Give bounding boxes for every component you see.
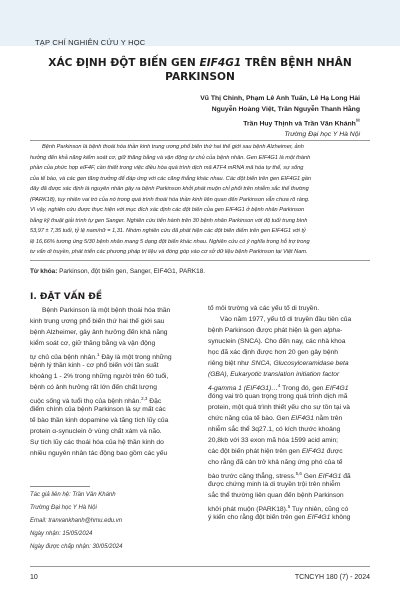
footnote-accepted: Ngày được chấp nhận: 30/05/2024 bbox=[30, 544, 123, 550]
citation: 1 bbox=[96, 352, 100, 357]
body-line: kiểm soát cơ, giữ thăng bằng và vận động bbox=[30, 340, 156, 347]
citation: 2,3 bbox=[141, 396, 148, 401]
citation: 5,6 bbox=[295, 471, 302, 476]
footnote-email: Email: tranvankhanh@hmu.edu.vn bbox=[30, 518, 123, 524]
author-affiliation: Trường Đại học Y Hà Nội bbox=[284, 131, 360, 139]
body-line: bệnh lý thần kinh - cơ phổ biến với tần suất bbox=[30, 362, 159, 369]
body-line: đóng vai trò quan trọng trong quá trình dịch mã bbox=[208, 393, 348, 400]
body-line: tự chủ của bệnh nhân.$^1$ Đây là một trong những bbox=[30, 352, 172, 362]
body-line: chức năng của tế bào. Gen EIF4G1 nằm trên bbox=[208, 415, 343, 422]
body-line: riêng biệt như SNCA, Glucosylceramidase beta bbox=[208, 360, 349, 367]
body-line: điểm chính của bệnh Parkinson là sự mất các bbox=[30, 406, 166, 413]
abstract-line: (PARK18), tuy nhiên vai trò của nó trong quá trình thoái hóa thần kinh liên quan đến Parkinson vẫn chưa rõ ràng. bbox=[30, 196, 310, 203]
body-line: kinh trung ương phổ biến thứ hai thế giới sau bbox=[30, 318, 165, 325]
body-line: 20,8kb với 33 exon mã hóa 1599 acid amin; bbox=[208, 437, 339, 444]
article-title bbox=[40, 56, 360, 84]
abstract-line: tư vấn di truyền, phát triển các phương pháp trị liệu và đóng góp vào cơ sở dữ liệu bệnh Parkinson tại Việt Nam. bbox=[30, 249, 308, 255]
abstract-line: Bệnh Parkinson là bệnh thoái hóa thần kinh trung ương phổ biến thứ hai thế giới sau bệnh Alzheimer, ảnh bbox=[42, 144, 304, 150]
body-line: Vào năm 1977, yếu tố di truyền đầu tiên của bbox=[220, 316, 352, 323]
body-line: cho rằng đã cản trở khả năng ứng phó của tế bbox=[208, 459, 343, 466]
body-line: synuclein (SNCA). Cho đến nay, các nhà khoa bbox=[208, 338, 346, 345]
footer-divider bbox=[30, 566, 370, 567]
body-line: được chứng minh là di truyền trội trên nhiễm bbox=[208, 481, 341, 488]
body-line: Bệnh Parkinson là một bệnh thoái hóa thần bbox=[42, 307, 171, 314]
body-line: tố môi trường và các yếu tố di truyền. bbox=[208, 305, 320, 312]
body-line: cuộc sống và tuổi thọ của bệnh nhân.$^{2,3}$ Đặc bbox=[30, 396, 162, 406]
journal-issue: TCNCYH 180 (7) - 2024 bbox=[294, 574, 370, 581]
author-line-1: Vũ Thị Chinh, Phạm Lê Anh Tuấn, Lê Hạ Long Hải bbox=[200, 95, 360, 102]
footnote-affiliation: Trường Đại học Y Hà Nội bbox=[30, 505, 97, 511]
abstract-line: lệ 16,66% tương ứng 5/30 bệnh nhân mang 5 dạng đột biến khác nhau. Nghiên cứu có ý nghĩa trong hỗ trợ trong bbox=[30, 238, 310, 245]
abstract-line: hưởng đến khả năng kiểm soát cơ, giữ thăng bằng và vận động tự chủ của bệnh nhân. Gen EIF4G1 là một thành bbox=[30, 154, 311, 161]
author-line-3: Trần Huy Thịnh và Trần Vân Khánh✉ bbox=[243, 117, 360, 128]
abstract-line: bằng kỹ thuật giải trình tự gen Sanger. Nghiên cứu tiến hành trên 30 bệnh nhân Parkinson với độ tuổi trung bình bbox=[30, 217, 308, 224]
corresponding-author-mark: ✉ bbox=[355, 117, 360, 124]
body-line: sắc thể thường liên quan đến bệnh Parkinson bbox=[208, 492, 344, 499]
keywords-label: Từ khóa: bbox=[30, 268, 58, 275]
author-line-2: Nguyễn Hoàng Việt, Trần Nguyễn Thanh Hằng bbox=[211, 106, 360, 114]
body-line: 4-gamma 1 (EIF4G1)…$^4$ Trong đó, gen EIF4G1 bbox=[208, 383, 349, 393]
page-number: 10 bbox=[30, 574, 38, 581]
body-line: (GBA), Eukaryotic translation initiation factor bbox=[208, 371, 340, 378]
abstract-line: phần của phức hợp eIF4F, cần thiết trong việc điều hòa quá trình dịch mã ATF4 mRNA mã hóa tự thể, sự sống bbox=[30, 165, 304, 171]
body-line: Sự tích lũy các thoái hóa của hệ thần kinh do bbox=[30, 439, 164, 446]
body-line: các đột biến phát hiện trên gen EIF4G1 được bbox=[208, 448, 343, 455]
footnote-author: Tác giả liên hệ: Trần Vân Khánh bbox=[30, 492, 116, 498]
body-line: tế bào thần kinh dopamine và tăng tích lũy của bbox=[30, 417, 169, 424]
citation: 5 bbox=[287, 504, 291, 509]
journal-name: TẠP CHÍ NGHIÊN CỨU Y HỌC bbox=[35, 38, 146, 47]
footnote-divider bbox=[30, 486, 90, 487]
citation: 4 bbox=[277, 383, 281, 388]
body-line: khởi phát muộn (PARK18).$^5$ Tuy nhiên, cũng có bbox=[208, 504, 349, 514]
body-line: protein α-synuclein ở vùng chất xám và não. bbox=[30, 428, 162, 435]
body-line: nhiều nguyên nhân tác động bao gồm các yếu bbox=[30, 450, 168, 457]
abstract bbox=[30, 140, 370, 261]
body-line: bệnh Parkinson được phát hiện là gen alpha- bbox=[208, 327, 343, 334]
abstract-line: của tế bào, và các gen tăng trưởng để đáp ứng với các căng thẳng khác nhau. Các đột biến trên gen EIF4G1 gần bbox=[30, 175, 311, 182]
body-line: học đã xác định được hơn 20 gen gây bệnh bbox=[208, 349, 338, 356]
title-line-1: XÁC ĐỊNH ĐỘT BIẾN GEN EIF4G1 TRÊN BỆNH NHÂN bbox=[48, 57, 352, 69]
abstract-line: đây đã được xác định là nguyên nhân gây ra bệnh Parkinson khởi phát muộn chỉ phối trên nhiễm sắc thể thường bbox=[30, 186, 309, 192]
body-line: nhiễm sắc thể 3q27.1, có kích thước khoảng bbox=[208, 426, 341, 433]
abstract-line: Vì vậy, nghiên cứu được thực hiện với mục đích xác định các đột biến của gen EIF4G1 ở bệnh nhân Parkinson bbox=[30, 207, 305, 213]
body-line: ý kiến cho rằng đột biến trên gen EIF4G1 không bbox=[208, 514, 351, 521]
body-line: protein, một quá trình thiết yếu cho sự tồn tại và bbox=[208, 404, 351, 411]
author-list bbox=[60, 93, 360, 141]
title-line-2: PARKINSON bbox=[165, 71, 235, 83]
keywords bbox=[30, 268, 205, 275]
abstract-line: 53,97 ± 7,35 tuổi, tỷ lệ nam/nữ = 1,31. Nhóm nghiên cứu đã phát hiện các đột biến điểm trên gen EIF4G1 với tỷ bbox=[30, 228, 306, 234]
body-line: bệnh Alzheimer, gây ảnh hưởng đến khả năng bbox=[30, 329, 168, 336]
body-line: bệnh có ảnh hưởng rất lớn đến chất lượng bbox=[30, 384, 157, 391]
keywords-value: Parkinson, đột biến gen, Sanger, EIF4G1, PARK18. bbox=[57, 268, 206, 275]
footnote-received: Ngày nhận: 15/05/2024 bbox=[30, 531, 93, 537]
body-line: bào trước căng thẳng, stress.$^{5,6}$ Gen EIF4G1 đã bbox=[208, 471, 351, 481]
body-line: khoảng 1 - 2% trong những người trên 60 tuổi, bbox=[30, 373, 169, 380]
section-heading: I. ĐẶT VẤN ĐỀ bbox=[30, 292, 102, 302]
